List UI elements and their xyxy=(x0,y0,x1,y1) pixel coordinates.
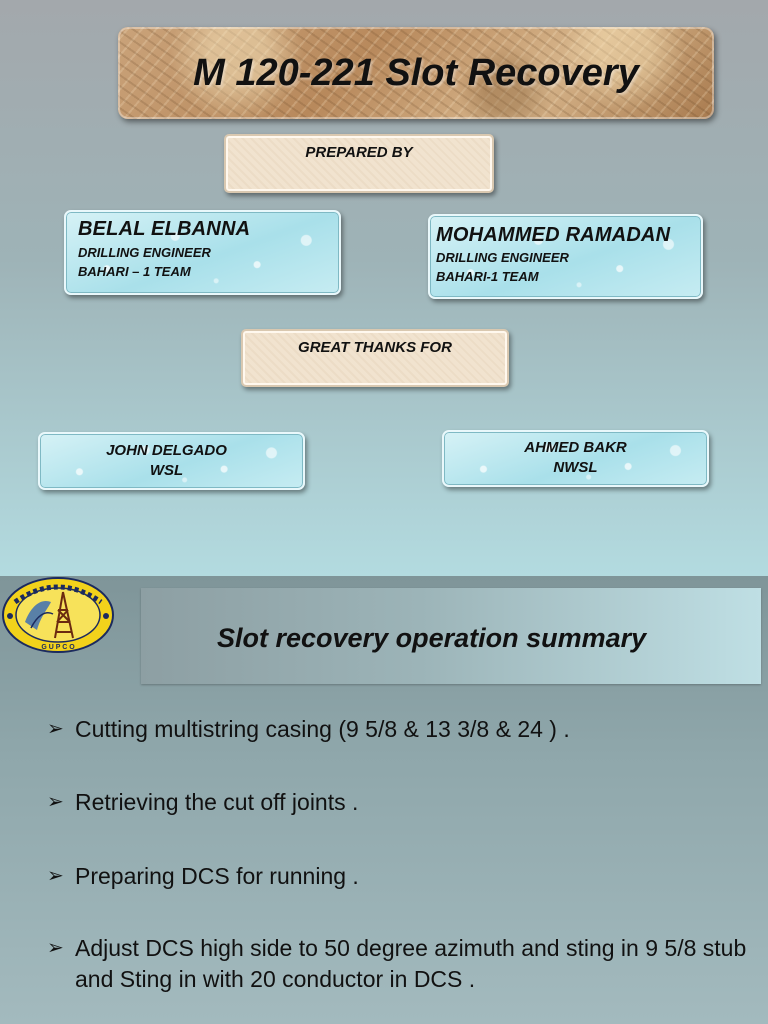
author-name: MOHAMMED RAMADAN xyxy=(436,224,671,246)
bullet-text: Retrieving the cut off joints . xyxy=(75,789,359,815)
summary-slide xyxy=(0,576,768,1024)
summary-heading-bar xyxy=(141,588,761,684)
author-team: BAHARI – 1 TEAM xyxy=(78,264,191,279)
gupco-logo-icon xyxy=(1,576,115,654)
bullet-item xyxy=(47,861,359,892)
arrow-bullet-icon: ➢ xyxy=(47,865,64,887)
thanks-text: GREAT THANKS FOR xyxy=(298,339,452,356)
thanks-role: NWSL xyxy=(553,459,598,476)
bullet-text: Adjust DCS high side to 50 degree azimuth and sting in 9 5/8 stub and Sting in with 20 conductor in DCS . xyxy=(75,935,747,992)
bullet-item xyxy=(47,714,570,745)
thanks-card-1 xyxy=(38,432,305,490)
author-name: BELAL ELBANNA xyxy=(78,218,251,240)
arrow-bullet-icon: ➢ xyxy=(47,937,64,959)
author-card-2 xyxy=(428,214,703,299)
thanks-label xyxy=(241,329,509,387)
slide-title: M 120-221 Slot Recovery xyxy=(193,51,639,94)
thanks-card-2 xyxy=(442,430,709,487)
thanks-role: WSL xyxy=(149,462,184,479)
thanks-name: AHMED BAKR xyxy=(524,439,627,456)
author-card-1 xyxy=(64,210,341,295)
author-team: BAHARI-1 TEAM xyxy=(436,269,539,284)
bullet-item xyxy=(47,787,358,818)
logo-text: G U P C O xyxy=(41,644,75,651)
summary-heading: Slot recovery operation summary xyxy=(217,622,647,653)
bullet-text: Preparing DCS for running . xyxy=(75,863,359,889)
prepared-by-label xyxy=(224,134,494,193)
title-plaque xyxy=(118,27,714,119)
bullet-item xyxy=(47,933,747,995)
arrow-bullet-icon: ➢ xyxy=(47,718,64,740)
thanks-name: JOHN DELGADO xyxy=(106,442,227,459)
prepared-by-text: PREPARED BY xyxy=(305,144,413,161)
bullet-text: Cutting multistring casing (9 5/8 & 13 3/8 & 24 ) . xyxy=(75,716,570,742)
arrow-bullet-icon: ➢ xyxy=(47,791,64,813)
author-role: DRILLING ENGINEER xyxy=(436,250,569,265)
author-role: DRILLING ENGINEER xyxy=(78,245,211,260)
